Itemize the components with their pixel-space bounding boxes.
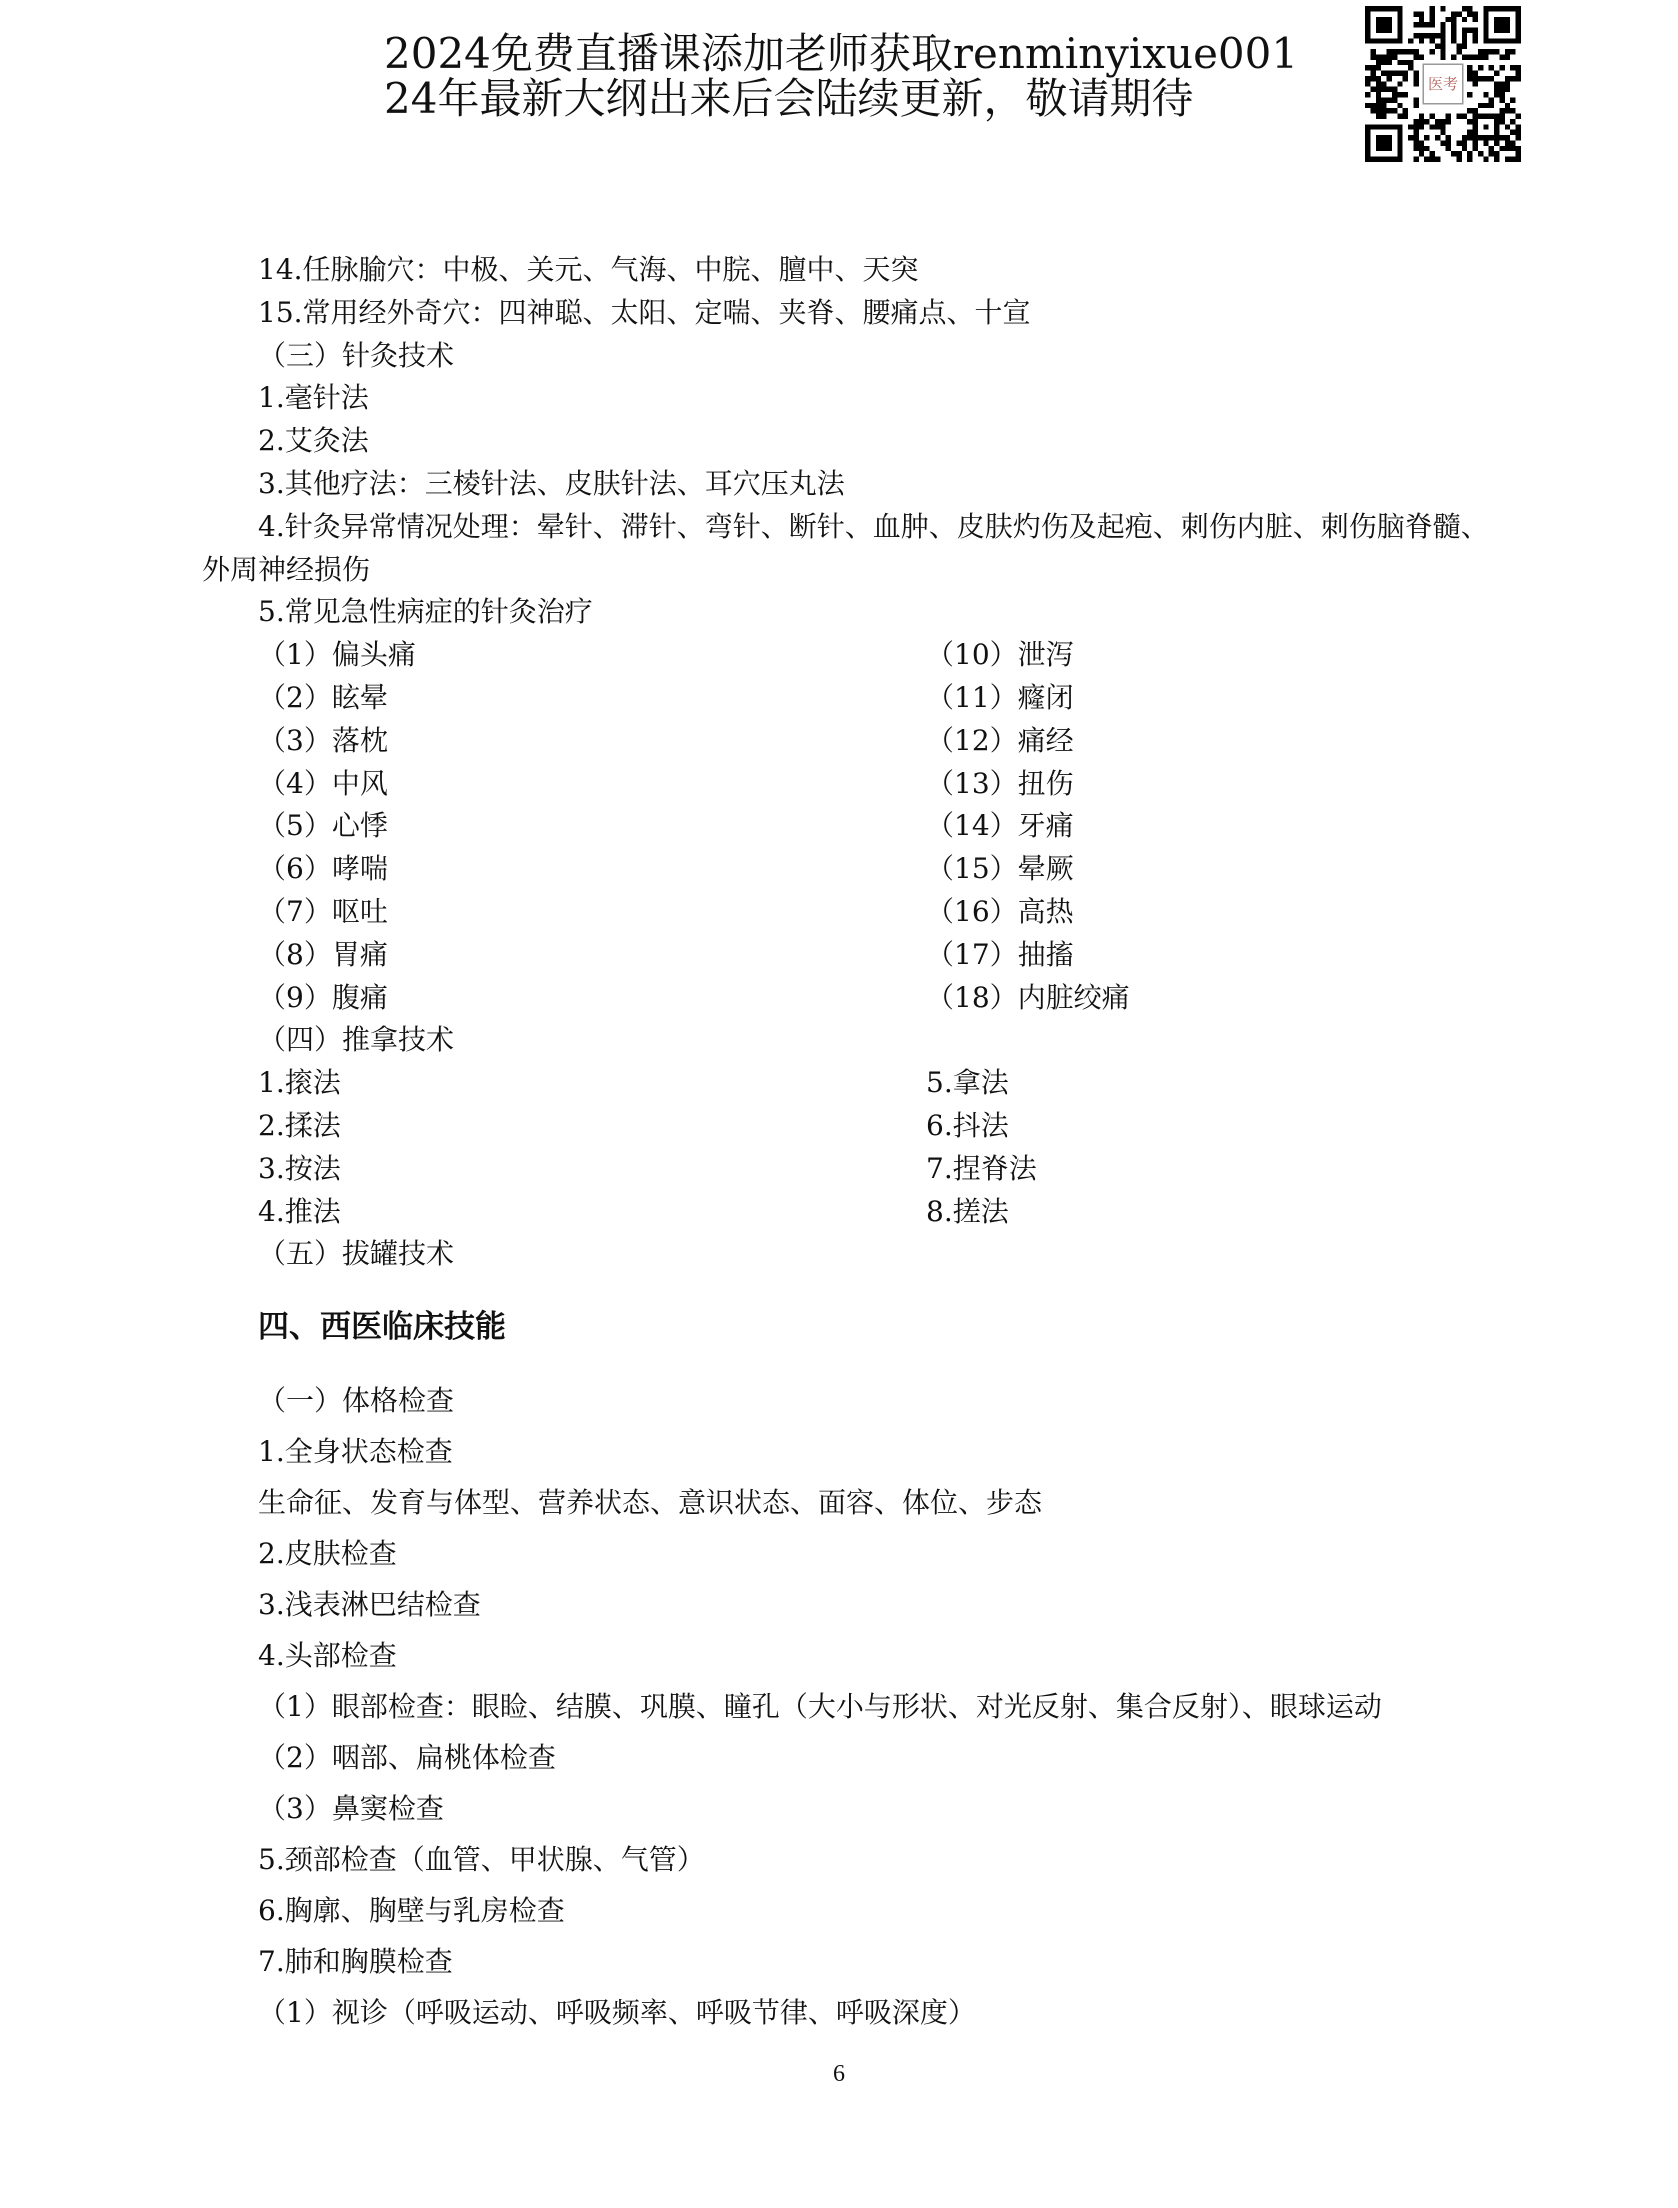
tuina-technique-item: 4.推法	[258, 1194, 341, 1228]
section-title-acupuncture-technique: （三）针灸技术	[258, 338, 455, 372]
two-column-row	[202, 934, 1602, 977]
acute-condition-item: （10）泄泻	[926, 638, 1074, 672]
acute-condition-item: （2）眩晕	[258, 680, 388, 714]
tuina-technique-item: 1.㨰法	[258, 1066, 341, 1100]
abnormal-handling-continuation: 外周神经损伤	[202, 552, 371, 586]
list-item: 3.浅表淋巴结检查	[258, 1588, 481, 1621]
two-column-row	[202, 1062, 1602, 1105]
list-item: （3）鼻窦检查	[258, 1792, 444, 1825]
acute-condition-item: （16）高热	[926, 894, 1074, 928]
section-title-cupping: （五）拔罐技术	[258, 1237, 455, 1271]
tuina-technique-item: 7.捏脊法	[926, 1151, 1037, 1185]
two-column-row	[202, 977, 1602, 1020]
two-column-row	[202, 634, 1602, 677]
acupuncture-section	[202, 249, 1602, 1276]
list-item: 1.毫针法	[258, 381, 369, 415]
ren-meridian-points: 14.任脉腧穴：中极、关元、气海、中脘、膻中、天突	[258, 253, 919, 286]
tuina-technique-item: 6.抖法	[926, 1108, 1009, 1142]
page-number: 6	[833, 2061, 845, 2087]
tuina-technique-item: 2.揉法	[258, 1108, 341, 1142]
two-column-row	[202, 1105, 1602, 1148]
promo-header	[384, 31, 1298, 121]
two-column-row	[202, 891, 1602, 934]
list-item: 2.皮肤检查	[258, 1537, 397, 1570]
two-column-row	[202, 720, 1602, 763]
two-column-row	[202, 1191, 1602, 1234]
list-item: 6.胸廓、胸壁与乳房检查	[258, 1894, 565, 1927]
western-clinical-section	[258, 1375, 1638, 2038]
list-item: 7.肺和胸膜检查	[258, 1945, 453, 1978]
list-item: 生命征、发育与体型、营养状态、意识状态、面容、体位、步态	[258, 1486, 1043, 1519]
acute-conditions-title: 5.常见急性病症的针灸治疗	[258, 595, 593, 629]
acute-condition-item: （7）呕吐	[258, 894, 388, 928]
section-title-physical-exam: （一）体格检查	[258, 1384, 455, 1417]
list-item: 4.头部检查	[258, 1639, 397, 1672]
tuina-technique-item: 3.按法	[258, 1151, 341, 1185]
section-title-tuina: （四）推拿技术	[258, 1023, 455, 1057]
list-item: （1）视诊（呼吸运动、呼吸频率、呼吸节律、呼吸深度）	[258, 1996, 976, 2029]
acute-condition-item: （11）癃闭	[926, 680, 1074, 714]
acute-condition-item: （17）抽搐	[926, 937, 1074, 971]
section-heading-western-medicine: 四、西医临床技能	[258, 1309, 506, 1345]
acute-condition-item: （12）痛经	[926, 723, 1074, 757]
header-line-2: 24年最新大纲出来后会陆续更新，敬请期待	[384, 74, 1194, 123]
extra-points: 15.常用经外奇穴：四神聪、太阳、定喘、夹脊、腰痛点、十宣	[258, 295, 1031, 329]
list-item: 1.全身状态检查	[258, 1435, 453, 1468]
header-line-1: 2024免费直播课添加老师获取renminyixue001	[384, 29, 1299, 78]
tuina-technique-item: 8.搓法	[926, 1194, 1009, 1228]
qr-code	[1365, 6, 1521, 162]
acute-condition-item: （5）心悸	[258, 809, 388, 843]
list-item: （1）眼部检查：眼睑、结膜、巩膜、瞳孔（大小与形状、对光反射、集合反射）、眼球运动	[258, 1690, 1382, 1723]
acute-condition-item: （18）内脏绞痛	[926, 980, 1130, 1014]
acute-condition-item: （9）腹痛	[258, 980, 388, 1014]
two-column-row	[202, 677, 1602, 720]
list-item: （2）咽部、扁桃体检查	[258, 1741, 556, 1774]
list-item: 2.艾灸法	[258, 424, 369, 458]
acute-condition-item: （1）偏头痛	[258, 638, 416, 672]
acute-condition-item: （15）晕厥	[926, 852, 1074, 886]
acute-condition-item: （4）中风	[258, 766, 388, 800]
acute-condition-item: （6）哮喘	[258, 852, 388, 886]
acute-condition-item: （3）落枕	[258, 723, 388, 757]
acute-condition-item: （8）胃痛	[258, 937, 388, 971]
acute-condition-item: （14）牙痛	[926, 809, 1074, 843]
two-column-row	[202, 805, 1602, 848]
abnormal-handling-item: 4.针灸异常情况处理：晕针、滞针、弯针、断针、血肿、皮肤灼伤及起疱、刺伤内脏、刺伤脑脊髓、	[258, 509, 1489, 543]
qr-logo-text: 医考	[1427, 74, 1459, 93]
two-column-row	[202, 763, 1602, 806]
two-column-row	[202, 848, 1602, 891]
two-column-row	[202, 1148, 1602, 1191]
acute-condition-item: （13）扭伤	[926, 766, 1074, 800]
list-item: 3.其他疗法：三棱针法、皮肤针法、耳穴压丸法	[258, 466, 845, 500]
list-item: 5.颈部检查（血管、甲状腺、气管）	[258, 1843, 705, 1876]
tuina-technique-item: 5.拿法	[926, 1066, 1009, 1100]
